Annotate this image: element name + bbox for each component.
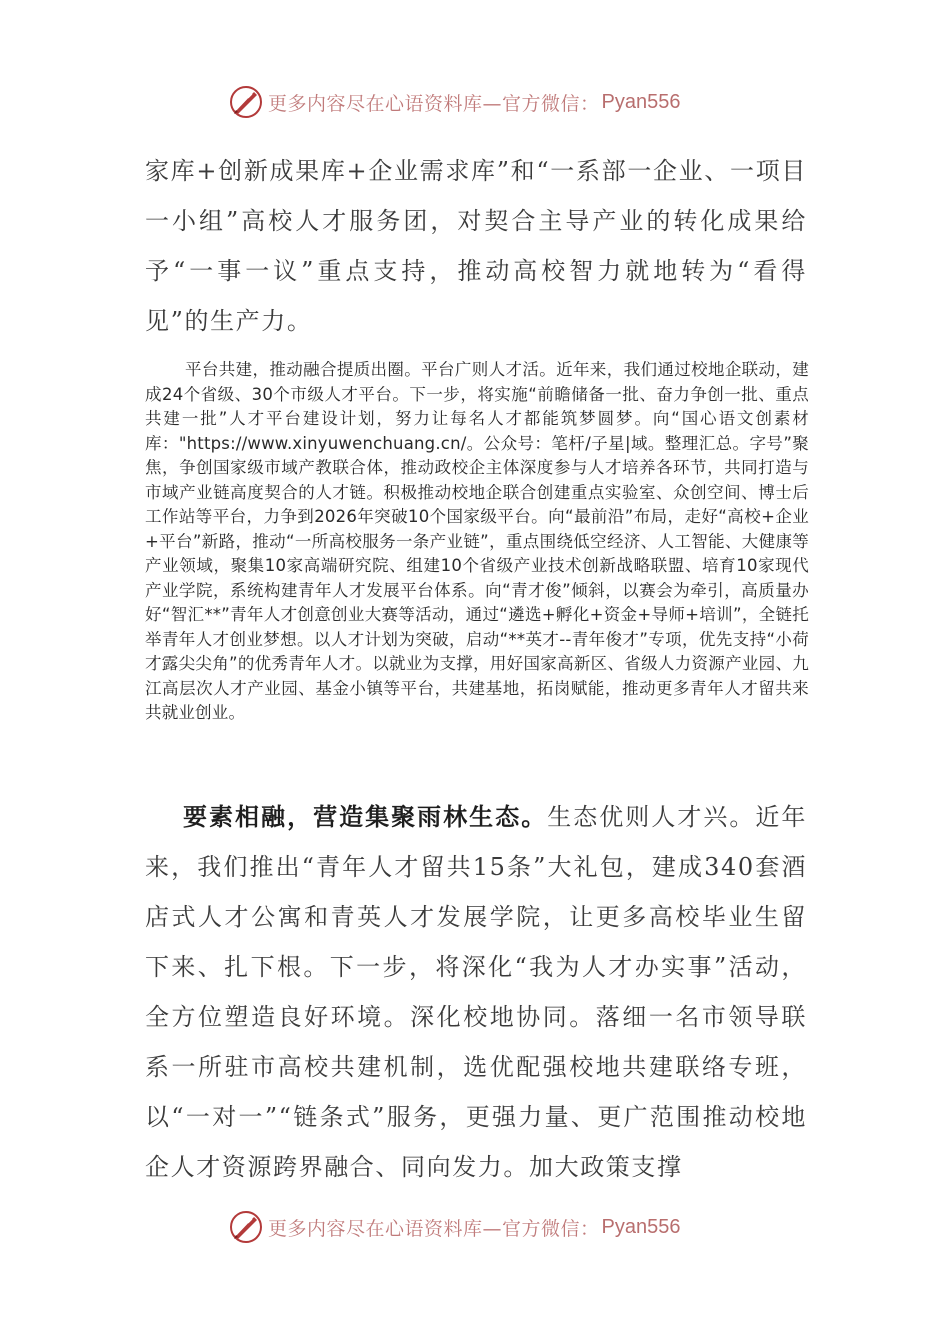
- quill-logo-icon: [228, 84, 264, 120]
- paragraph-lead: 要素相融，营造集聚雨林生态。: [183, 802, 548, 831]
- footer-banner: [228, 1207, 680, 1247]
- banner-text: 更多内容尽在心语资料库—官方微信：: [268, 1217, 600, 1240]
- paragraph-ecology: [145, 792, 807, 1192]
- paragraph-continued: 家库+创新成果库+企业需求库”和“一系部一企业、一项目一小组”高校人才服务团，对契合主导产业的转化成果给予“一事一议”重点支持，推动高校智力就地转为“看得见”的生产力。: [145, 157, 807, 335]
- banner-wechat-id: Pyan556: [601, 1215, 681, 1238]
- quill-logo-icon: [228, 1209, 264, 1245]
- header-banner: [228, 82, 680, 122]
- banner-wechat-id: Pyan556: [601, 90, 681, 113]
- paragraph-platform: 平台共建，推动融合提质出圈。平台广则人才活。近年来，我们通过校地企联动，建成24个省级、30个市级人才平台。下一步，将实施“前瞻储备一批、奋力争创一批、重点共建一批”人才平台建设计划，努力让每名人才都能筑梦圆梦。向“国心语文创素材库："https://www.xinyuwenchuang.cn/。公众号：笔杆/子星|域。整理汇总。字号”聚焦，争创国家级市域产教联合体，推动政校企主体深度参与人才培养各环节，共同打造与市域产业链高度契合的人才链。积极推动校地企联合创建重点实验室、众创空间、博士后工作站等平台，力争到2026年突破10个国家级平台。向“最前沿”布局，走好“高校+企业+平台”新路，推动“一所高校服务一条产业链”，重点围绕低空经济、人工智能、大健康等产业领域，聚集10家高端研究院、组建10个省级产业技术创新战略联盟、培育10家现代产业学院，系统构建青年人才发展平台体系。向“青才俊”倾斜，以赛会为牵引，高质量办好“智汇**”青年人才创意创业大赛等活动，通过“遴选+孵化+资金+导师+培训”，全链托举青年人才创业梦想。以人才计划为突破，启动“**英才--青年俊才”专项，优先支持“小荷才露尖尖角”的优秀青年人才。以就业为支撑，用好国家高新区、省级人力资源产业园、九江高层次人才产业园、基金小镇等平台，共建基地，拓岗赋能，推动更多青年人才留共来共就业创业。: [145, 360, 809, 722]
- paragraph-body: 生态优则人才兴。近年来，我们推出“青年人才留共15条”大礼包，建成340套酒店式人才公寓和青英人才发展学院，让更多高校毕业生留下来、扎下根。下一步，将深化“我为人才办实事”活动，全方位塑造良好环境。深化校地协同。落细一名市领导联系一所驻市高校共建机制，选优配强校地共建联络专班，以“一对一”“链条式”服务，更强力量、更广范围推动校地企人才资源跨界融合、同向发力。加大政策支撑: [145, 803, 808, 1181]
- banner-text: 更多内容尽在心语资料库—官方微信：: [268, 92, 600, 115]
